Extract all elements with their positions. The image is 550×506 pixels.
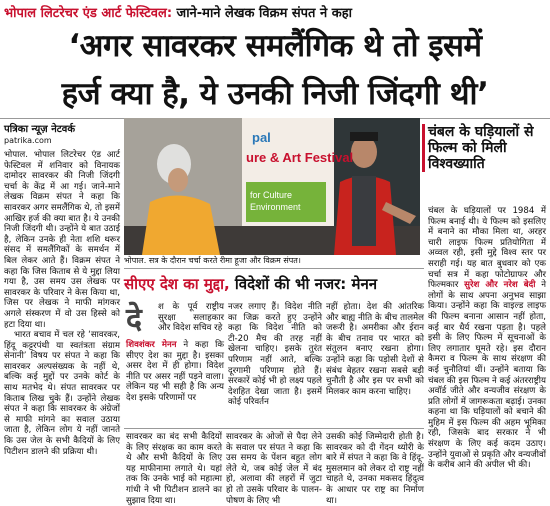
headline-line-2: हर्ज क्या है, ये उनकी निजी जिंदगी थी’ (61, 76, 489, 112)
subhead-divider (124, 268, 424, 269)
article-column-1 (4, 150, 120, 484)
sub-article-text: श के पूर्व राष्ट्रीय सुरक्षा सलाहकार और विदेश सचिव रहे (158, 302, 224, 334)
sub-article-column-3: नहीं होता। देश की आंतरिक और बाह्य नीति के बीच तालमेल जरूरी है। अमरीका और ईरान के बीच तनाव पर भारत को संतुलन बनाए रखना होगा। उन्होंने कहा कि पड़ोसी देशों से संबंध बेहतर रखना सबसे बड़ी चुनौती है और इस पर सभी को मिलकर काम करना चाहिए। (326, 302, 424, 397)
event-photo (124, 118, 420, 255)
photo-caption: भोपाल. सत्र के दौरान चर्चा करते रीमा हूजा और विक्रम संपत। (124, 256, 301, 265)
sidebar-heading: चंबल के घड़ियालों से फिल्म को मिली विश्वख्याति (428, 124, 546, 172)
article-paragraph: भोपाल. भोपाल लिटरेचर एंड आर्ट फेस्टिवल में शनिवार को विनायक दामोदर सावरकर की निजी जिंदगी चर्चा के केंद्र में आ गई। जाने-माने लेखक विक्रम संपत ने कहा कि सावरकर अगर समलैंगिक थे, तो इसमें आखिर हर्ज की क्या बात है। ये उनकी निजी जिंदगी थी। उन्होंने ये बात उठाई है, लेकिन उनके ही नेता शशि थरूर संसद में समलैंगिकों के समर्थन में बिल लेकर आते हैं। विक्रम संपत ने कहा कि जिस किताब से ये मुद्दा लिया गया है, उस समय उस लेखक पर सावरकर के परिवार ने केस किया था, जिस पर लेखक ने माफी मांगकर अगले संस्करण में वो उस हिस्से को हटा दिया था। (4, 150, 120, 330)
festival-banner-text-2: ure & Art Festival (246, 150, 354, 165)
headline-line-1: ‘अगर सावरकर समलैंगिक थे तो इसमें (68, 28, 482, 64)
sidebar-highlight: सुरेश और नरेश बेदी (464, 280, 536, 291)
bottom-column-1: सावरकर का बंद सभी कैदियों के लिए संरक्षक का काम करते थे और सभी कैदियों के लिए यह माफीनामा लगाते थे। यहां तक कि उनके भाई को महात्मा गांधी ने भी पिटीशन डालने का सुझाव दिया था। (126, 432, 222, 506)
sub-article-column-1b (126, 340, 224, 424)
bottom-column-3: उसकी कोई जिम्मेदारी होती है। सावरकर को दी गेंदन थ्योरी के बारे में संपत ने कहा कि वे हिंदू-मुसलमान को लेकर दो राष्ट्र नहीं चाहते थे, उनका मकसद हिंदुत्व के आधार पर राष्ट्र का निर्माण था। (326, 432, 424, 506)
event-photo-graphic (124, 118, 420, 255)
bottom-divider (124, 428, 424, 429)
sub-article-text-cont: ने कहा कि सीएए देश का मुद्दा है। इसका असर देश में ही होगा। विदेश नीति पर असर नहीं पड़ने वाला। लेकिन यह भी सही है कि अन्य देश इसके परिणामों पर (126, 340, 225, 403)
sidebar-text: चंबल के घड़ियालों पर 1984 में फिल्म बनाई थी। ये फिल्म को इसलिए में बनाने का मौका मिला था, अरहर चारी लाइफ फिल्म प्रतियोगिता में अव्वल रही, इसी मुद्दे विश्व स्तर पर सराही गई। यह बात बुधवार को एक चर्चा सत्र में कहा फोटोग्राफर और फिल्मकार (428, 206, 546, 291)
drop-cap: दे (126, 302, 142, 337)
secondary-headline (124, 270, 544, 298)
byline-agency: पत्रिका न्यूज़ नेटवर्क (4, 124, 76, 135)
article-paragraph: भारत बचाव में चल रहे ‘सावरकर, हिंदू कट्टरपंथी या स्वतंत्रता संग्राम सेनानी’ विषय पर संपत ने कहा कि सावरकर अल्पसंख्यक के नहीं थे, बल्कि कई मुद्दों पर उनके कोर्ट के साथ मतभेद थे। संपत सावरकर पर किताब लिख चुके हैं। उन्होंने लेखक संपत ने कहा कि सावरकर के अंग्रेजों से माफी मांगने का सवाल उठाया जाता है, लेकिन लोग ये नहीं जानते कि उस जेल के सभी कैदियों के लिए पिटीशन डालने की प्रक्रिया थी। (4, 330, 120, 457)
board-text-1: for Culture (250, 190, 293, 200)
secondary-headline-part-2: विदेशों की भी नजर: मेनन (234, 275, 378, 293)
kicker-event: भोपाल लिटरेचर एंड आर्ट फेस्टिवल: (4, 6, 177, 21)
sidebar-text-cont: ने लोगों के साथ अपना अनुभव साझा किया। उन्होंने कहा कि वाइल्ड लाइफ की फिल्म बनाना आसान नहीं होता, कई बार धैर्य रखना पड़ता है। पहले इसी के लिए फिल्म में सूचनाओं के लिए लगातार घूमते रहे। इस दौरान कैमरा व फिल्म के साथ संरक्षण की कई चुनौतियां थीं। उन्होंने बताया कि चंबल की इस फिल्म ने कई अंतरराष्ट्रीय अवॉर्ड जीते और वन्यजीव संरक्षण के प्रति लोगों में जागरूकता बढ़ाई। उनका कहना था कि घड़ियालों को बचाने की मुहिम में इस फिल्म की अहम भूमिका रही, जिसके बाद सरकार ने भी संरक्षण के लिए कई कदम उठाए। उन्होंने युवाओं से प्रकृति और वन्यजीवों के करीब आने की अपील भी की। (428, 280, 547, 471)
sub-article-highlight: शिवशंकर मेनन (126, 340, 177, 350)
festival-banner-text-1: pal (252, 130, 271, 145)
secondary-headline-part-1: सीएए देश का मुद्दा, (124, 275, 235, 293)
sub-article-column-1a (158, 302, 224, 340)
bottom-column-2: सावरकर के ओजों से पैदा लेने के सवाल पर संपत ने कहा कि उस समय के पेंशन बहुत लोग लेते थे, जब कोई जेल में बंद हो, अलावा की लहरों में जुटा हो तो उसके परिवार के पालन-पोषण के लिए भी (226, 432, 322, 506)
sidebar-article (428, 206, 546, 484)
section-kicker (4, 4, 544, 24)
board-text-2: Environment (250, 202, 301, 212)
byline (4, 124, 120, 146)
byline-site: patrika.com (4, 136, 52, 145)
sub-article-column-2: नजर लगाए हैं। विदेश नीति का जिक्र करते हुए उन्होंने कहा कि विदेश नीति को टी-20 मैच की तरह नहीं खेलना चाहिए। इसके तुरंत परिणाम नहीं आते, बल्कि दूरगामी परिणाम होते हैं। सरकारें कोई भी हो लक्ष्य पहले देशहित देखा जाता है। इसमें कोई परिवर्तन (228, 302, 322, 408)
kicker-speaker: जाने-माने लेखक विक्रम संपत ने कहा (176, 6, 352, 21)
